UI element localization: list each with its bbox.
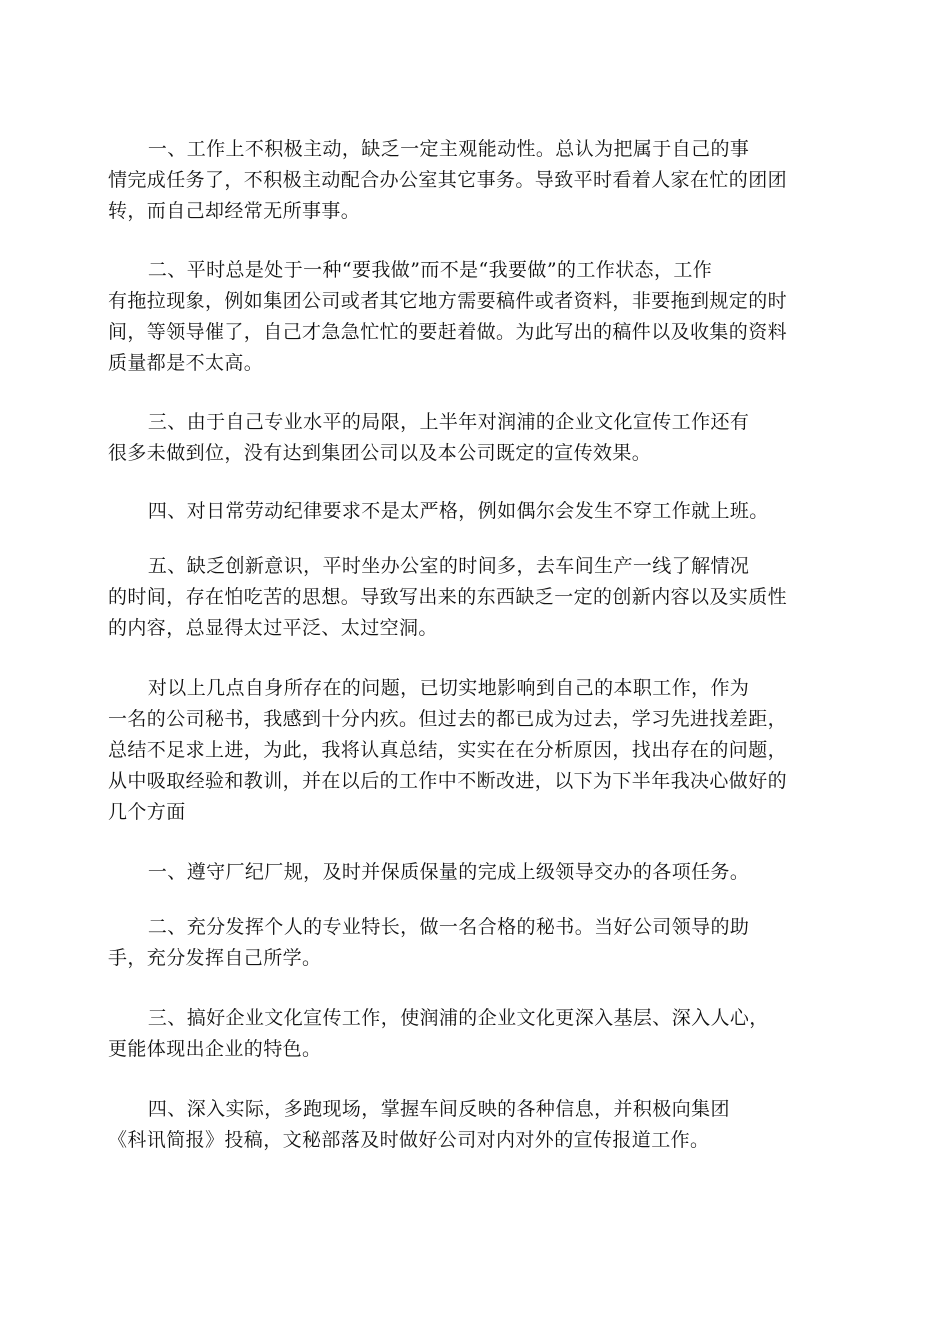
- paragraph-line: 几个方面: [108, 801, 186, 823]
- paragraph-line: 情完成任务了，不积极主动配合办公室其它事务。导致平时看着人家在忙的团团: [108, 169, 788, 191]
- paragraph-3: [108, 407, 808, 469]
- paragraph-line: 二、充分发挥个人的专业特长，做一名合格的秘书。当好公司领导的助: [147, 916, 750, 938]
- paragraph-4: [108, 496, 808, 527]
- paragraph-line: 一、遵守厂纪厂规，及时并保质保量的完成上级领导交办的各项任务。: [147, 861, 750, 883]
- paragraph-line: 《科讯简报》投稿，文秘部落及时做好公司对内对外的宣传报道工作。: [108, 1129, 710, 1151]
- paragraph-6: [108, 673, 808, 828]
- paragraph-line: 质量都是不太高。: [108, 352, 264, 374]
- paragraph-1: [108, 134, 808, 227]
- paragraph-line: 间，等领导催了，自己才急急忙忙的要赶着做。为此写出的稿件以及收集的资料: [108, 321, 788, 343]
- paragraph-line: 转，而自己却经常无所事事。: [108, 200, 361, 222]
- paragraph-line: 一名的公司秘书，我感到十分内疚。但过去的都已成为过去，学习先进找差距，: [108, 708, 788, 730]
- paragraph-10: [108, 1094, 808, 1156]
- paragraph-8: [108, 912, 808, 974]
- paragraph-line: 五、缺乏创新意识，平时坐办公室的时间多，去车间生产一线了解情况: [147, 555, 750, 577]
- paragraph-5: [108, 551, 808, 644]
- paragraph-line: 一、工作上不积极主动，缺乏一定主观能动性。总认为把属于自己的事: [147, 138, 750, 160]
- paragraph-line: 很多未做到位，没有达到集团公司以及本公司既定的宣传效果。: [108, 442, 652, 464]
- paragraph-line: 有拖拉现象，例如集团公司或者其它地方需要稿件或者资料，非要拖到规定的时: [108, 290, 788, 312]
- paragraph-9: [108, 1003, 808, 1065]
- paragraph-line: 的时间，存在怕吃苦的思想。导致写出来的东西缺乏一定的创新内容以及实质性: [108, 586, 788, 608]
- paragraph-line: 对以上几点自身所存在的问题，已切实地影响到自己的本职工作，作为: [147, 677, 750, 699]
- paragraph-line: 二、平时总是处于一种“要我做”而不是“我要做”的工作状态，工作: [147, 259, 713, 281]
- paragraph-line: 从中吸取经验和教训，并在以后的工作中不断改进，以下为下半年我决心做好的: [108, 770, 788, 792]
- paragraph-line: 三、搞好企业文化宣传工作，使润浦的企业文化更深入基层、深入人心，: [147, 1007, 769, 1029]
- paragraph-line: 总结不足求上进，为此，我将认真总结，实实在在分析原因，找出存在的问题，: [108, 739, 788, 761]
- paragraph-line: 四、深入实际，多跑现场，掌握车间反映的各种信息，并积极向集团: [147, 1098, 730, 1120]
- paragraph-line: 的内容，总显得太过平泛、太过空洞。: [108, 617, 438, 639]
- paragraph-line: 手，充分发挥自己所学。: [108, 947, 322, 969]
- paragraph-7: [108, 857, 808, 888]
- paragraph-line: 更能体现出企业的特色。: [108, 1038, 322, 1060]
- paragraph-line: 四、对日常劳动纪律要求不是太严格，例如偶尔会发生不穿工作就上班。: [147, 500, 769, 522]
- paragraph-2: [108, 255, 808, 379]
- paragraph-line: 三、由于自己专业水平的局限，上半年对润浦的企业文化宣传工作还有: [147, 411, 750, 433]
